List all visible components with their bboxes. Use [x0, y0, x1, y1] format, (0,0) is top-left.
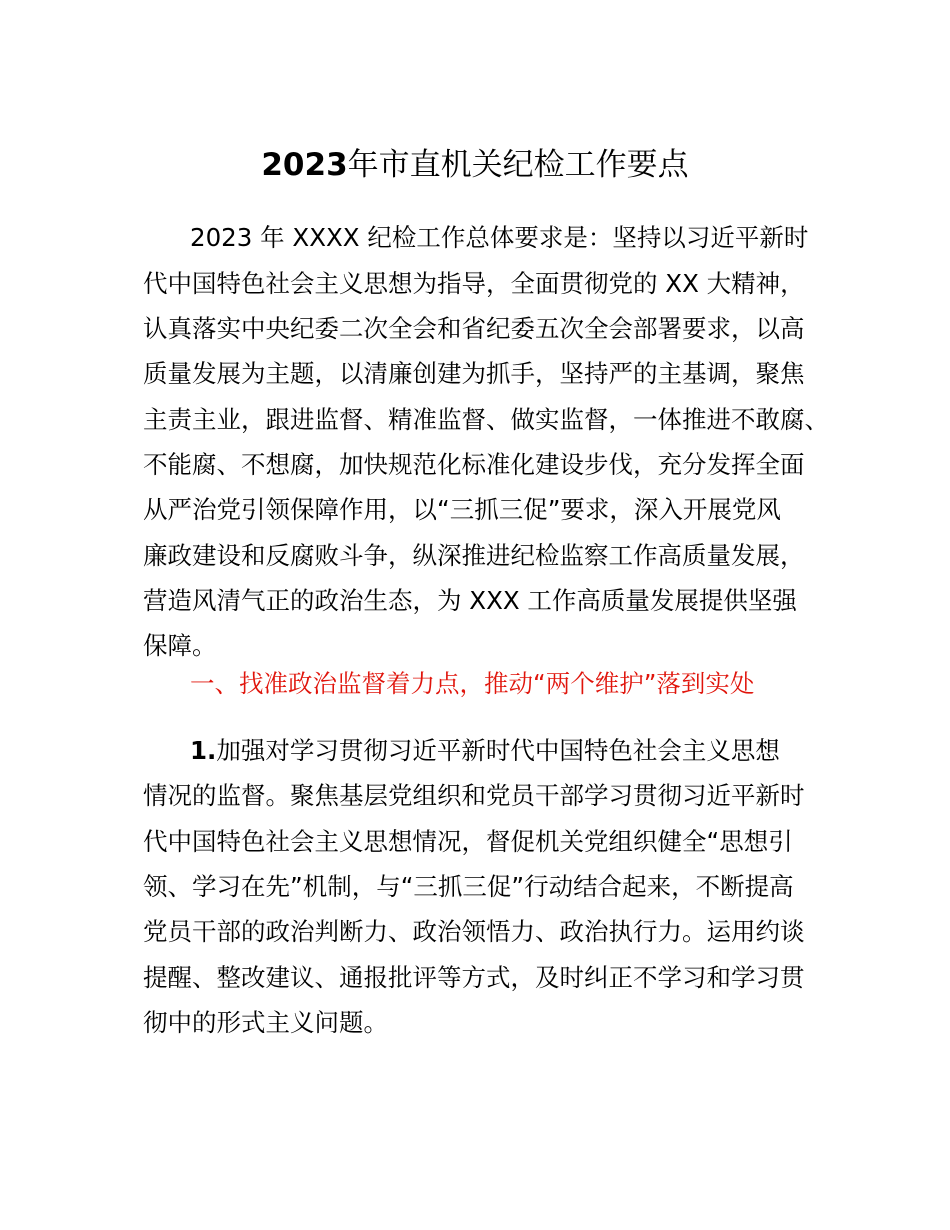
item-line: 党员干部的政治判断力、政治领悟力、政治执行力。运用约谈: [143, 917, 805, 946]
item-number: 1.: [190, 736, 217, 765]
item-line: 代中国特色社会主义思想情况，督促机关党组织健全“思想引: [143, 827, 793, 856]
section-heading: 一、找准政治监督着力点，推动“两个维护”落到实处: [190, 669, 755, 698]
intro-line: 保障。: [143, 631, 217, 660]
title-text: 年市直机关纪检工作要点: [347, 147, 689, 183]
title-year: 2023: [261, 147, 348, 183]
item-first-line: [190, 734, 780, 768]
intro-line: 质量发展为主题，以清廉创建为抓手，坚持严的主基调，聚焦: [143, 359, 805, 388]
document-title: [0, 142, 950, 188]
intro-line: 主责主业，跟进监督、精准监督、做实监督，一体推进不敢腐、: [143, 405, 829, 434]
item-line: 领、学习在先”机制，与“三抓三促”行动结合起来，不断提高: [143, 872, 794, 901]
item-text: 加强对学习贯彻习近平新时代中国特色社会主义思想: [216, 736, 780, 765]
intro-line: 从严治党引领保障作用，以“三抓三促”要求，深入开展党风: [143, 495, 781, 524]
intro-line: 2023 年 XXXX 纪检工作总体要求是：坚持以习近平新时: [190, 223, 809, 252]
intro-line: 认真落实中央纪委二次全会和省纪委五次全会部署要求，以高: [143, 314, 805, 343]
item-line: 提醒、整改建议、通报批评等方式，及时纠正不学习和学习贯: [143, 963, 805, 992]
item-line: 情况的监督。聚焦基层党组织和党员干部学习贯彻习近平新时: [143, 781, 805, 810]
intro-line: 不能腐、不想腐，加快规范化标准化建设步伐，充分发挥全面: [143, 450, 805, 479]
intro-line: 营造风清气正的政治生态，为 XXX 工作高质量发展提供坚强: [143, 586, 797, 615]
item-line: 彻中的形式主义问题。: [143, 1008, 388, 1037]
intro-line: 代中国特色社会主义思想为指导，全面贯彻党的 XX 大精神，: [143, 269, 805, 298]
intro-line: 廉政建设和反腐败斗争，纵深推进纪检监察工作高质量发展，: [143, 541, 805, 570]
